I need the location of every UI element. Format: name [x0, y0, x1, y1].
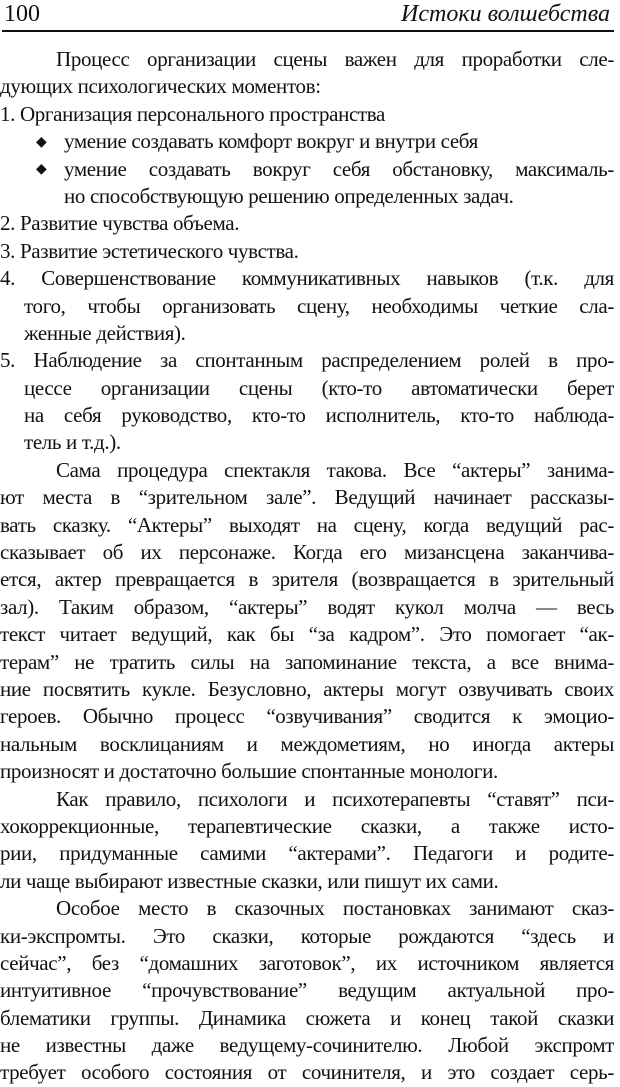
text-line: не известны даже ведущему-сочинителю. Любой экспромт — [0, 1033, 614, 1058]
text-line: рии, придуманные самими “актерами”. Педагоги и родите- — [0, 841, 614, 866]
text-line: героев. Обычно процесс “озвучивания” сводится к эмоцио- — [0, 704, 614, 729]
text-line: на себя руководство, кто-то исполнитель, кто-то наблюда- — [24, 403, 614, 428]
text-line: текст читает ведущий, как бы “за кадром”. Это помогает “ак- — [0, 622, 614, 647]
text-line: женные действия). — [24, 320, 186, 345]
text-line: вать сказку. “Актеры” выходят на сцену, когда ведущий рас- — [0, 512, 614, 537]
text-line: ли чаще выбирают известные сказки, или пишут их сами. — [0, 868, 499, 893]
bullet-text: умение создавать вокруг себя обстановку, максималь- — [64, 156, 614, 181]
text-line: Сама процедура спектакля такова. Все “актеры” занима- — [56, 457, 614, 482]
bullet-text: умение создавать комфорт вокруг и внутри себя — [64, 129, 478, 154]
text-line: дующих психологических моментов: — [0, 74, 321, 99]
bullet-item — [0, 156, 614, 183]
list-item-line: 5. Наблюдение за спонтанным распределением ролей в про- — [0, 348, 614, 373]
text-line: Процесс организации сцены важен для проработки сле- — [56, 47, 614, 71]
text-line: Особое место в сказочных постановках занимают сказ- — [56, 896, 614, 921]
header-rule — [2, 30, 614, 32]
diamond-bullet-icon: ◆ — [36, 161, 47, 177]
text-line: произносят и достаточно большие спонтанные монологи. — [0, 759, 498, 784]
text-line: сказывает об их персонаже. Когда его мизансцена заканчива- — [0, 540, 614, 565]
text-line: зал). Таким образом, “актеры” водят кукол молча — весь — [0, 594, 614, 619]
text-line: требует особого состояния от сочинителя, и это создает серь- — [0, 1060, 614, 1085]
text-line: Как правило, психологи и психотерапевты “ставят” пси- — [56, 786, 614, 811]
text-line: ется, актер превращается в зрителя (возвращается в зрительный — [0, 567, 614, 592]
text-line: цессе организации сцены (кто-то автоматически берет — [24, 375, 614, 400]
running-title: Истоки волшебства — [401, 1, 610, 27]
text-line: блематики группы. Динамика сюжета и конец такой сказки — [0, 1005, 614, 1030]
list-item-line: 4. Совершенствование коммуникативных навыков (т.к. для — [0, 266, 614, 291]
text-line: ки-экспромты. Это сказки, которые рождаются “здесь и — [0, 923, 614, 948]
text-line: тель и т.д.). — [24, 430, 121, 455]
bullet-item — [0, 128, 614, 155]
page-header — [0, 0, 620, 30]
text-line: интуитивное “прочувствование” ведущим актуальной про- — [0, 978, 614, 1003]
text-line: нальным восклицаниям и междометиям, но иногда актеры — [0, 731, 614, 756]
text-line: сейчас”, без “домашних заготовок”, их источником является — [0, 950, 614, 975]
text-line: ют места в “зрительном зале”. Ведущий начинает рассказы- — [0, 485, 614, 510]
text-line: терам” не тратить силы на запоминание текста, а все внима- — [0, 649, 614, 674]
diamond-bullet-icon: ◆ — [36, 135, 47, 151]
list-item-line: 2. Развитие чувства объема. — [0, 211, 240, 236]
page-number: 100 — [4, 1, 40, 27]
page-body — [0, 46, 614, 1087]
text-line: ние посвятить кукле. Безусловно, актеры могут озвучивать своих — [0, 676, 614, 701]
text-line: хокоррекционные, терапевтические сказки, а также исто- — [0, 813, 614, 838]
text-line: но способствующую решению определенных задач. — [64, 183, 514, 208]
list-item-line: 1. Организация персонального пространства — [0, 101, 386, 126]
list-item-line: 3. Развитие эстетического чувства. — [0, 238, 299, 263]
text-line: того, чтобы организовать сцену, необходимы четкие сла- — [24, 293, 614, 318]
